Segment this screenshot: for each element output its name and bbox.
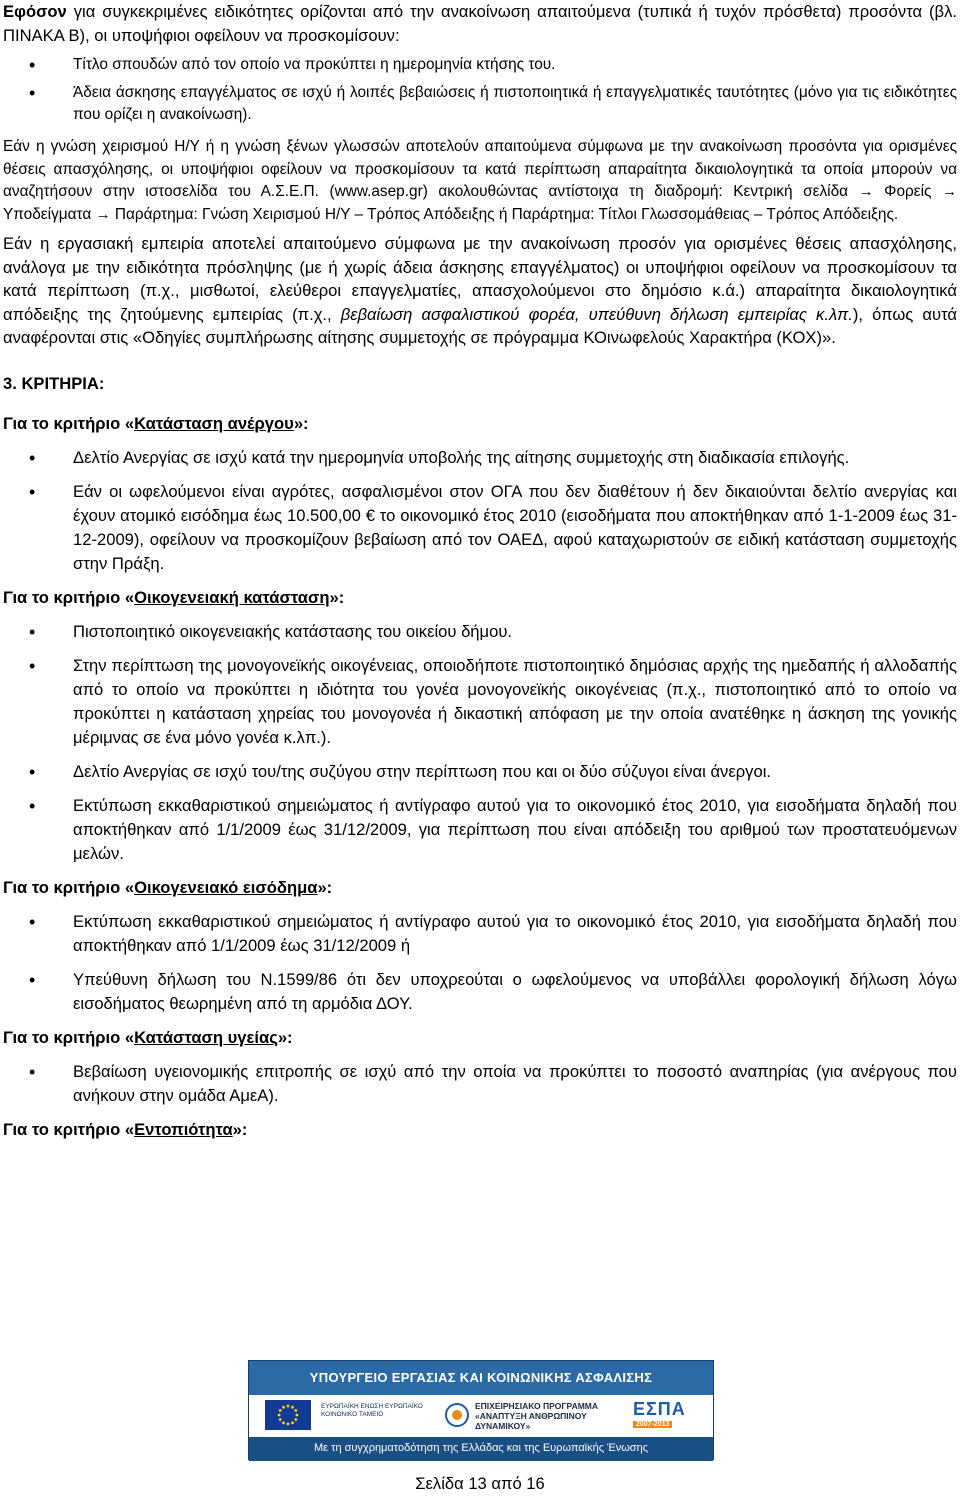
intro-text: για συγκεκριμένες ειδικότητες ορίζονται από την ανακοίνωση απαιτούμενα (τυπικά ή τυχόν πρόσθετα) προσόντα (βλ. ΠΙΝΑΚΑ Β), οι υποψήφιοι οφείλουν να προσκομίσουν:: [3, 2, 957, 45]
eu-label: ΕΥΡΩΠΑΪΚΗ ΕΝΩΣΗ ΕΥΡΩΠΑΪΚΟ ΚΟΙΝΩΝΙΚΟ ΤΑΜΕΙΟ: [321, 1403, 423, 1418]
espa-logo: ΕΣΠΑ 2007-2013: [633, 1399, 686, 1428]
arrow-right-icon: →: [858, 183, 874, 200]
list-item: • Εκτύπωση εκκαθαριστικού σημειώματος ή αντίγραφο αυτού για το οικονομικό έτος 2010, για εισοδήματα δηλαδή που αποκτήθηκαν από 1/1/2009 έως 31/12/2009 ή: [29, 911, 957, 955]
eu-flag-icon: [265, 1400, 311, 1430]
list-item: • Πιστοποιητικό οικογενειακής κατάστασης του οικείου δήμου.: [29, 621, 513, 642]
intro-paragraph: [3, 0, 957, 48]
list-item: • Άδεια άσκησης επαγγέλματος σε ισχύ ή λοιπές βεβαιώσεις ή πιστοποιητικά ή επαγγελματικές ταυτότητες (μόνο για τις ειδικότητες που ορίζει η ανακοίνωση).: [29, 83, 957, 123]
bullet-icon: •: [29, 55, 36, 75]
list-item: • Υπεύθυνη δήλωση του Ν.1599/86 ότι δεν υποχρεούται ο ωφελούμενος να υποβάλλει φορολογική δήλωση λόγω εισοδήματος θεωρημένη από τη αρμόδια ΔΟΥ.: [29, 969, 957, 1013]
arrow-right-icon: →: [942, 183, 958, 200]
bullet-icon: •: [29, 969, 36, 990]
bullet-icon: •: [29, 1061, 36, 1082]
bullet-icon: •: [29, 83, 36, 103]
bullet-icon: •: [29, 481, 36, 502]
list-item: • Εκτύπωση εκκαθαριστικού σημειώματος ή αντίγραφο αυτού για το οικονομικό έτος 2010, για εισοδήματα δηλαδή που αποκτήθηκαν από 1/1/2009 έως 31/12/2009, για περίπτωση που είναι απόδειξη του αριθμού των προστατευόμενων μελών.: [29, 795, 957, 863]
list-item: • Δελτίο Ανεργίας σε ισχύ κατά την ημερομηνία υποβολής της αίτησης συμμετοχής στη διαδικασία επιλογής.: [29, 447, 850, 468]
cofunding-text: Με τη συγχρηματοδότηση της Ελλάδας και της Ευρωπαϊκής Ένωσης: [249, 1437, 713, 1461]
section-title: 3. ΚΡΙΤΗΡΙΑ:: [3, 373, 105, 393]
criterion-list: [3, 1060, 957, 1108]
funding-banner: [248, 1360, 714, 1460]
logos-strip: [249, 1395, 713, 1437]
criterion-heading: Για το κριτήριο «Κατάσταση ανέργου»:: [3, 413, 309, 433]
criterion-list: [3, 446, 957, 576]
experience-paragraph: Εάν η εργασιακή εμπειρία αποτελεί απαιτούμενο σύμφωνα με την ανακοίνωση προσόν για ορισμένες θέσεις απασχόλησης, ανάλογα με την ειδικότητα πρόσληψης (με ή χωρίς άδεια άσκησης επαγγέλματος) οι υποψήφιοι οφείλουν να προσκομίσουν τα κατά περίπτωση (π.χ., μισθωτοί, ελεύθεροι επαγγελματίες, απασχολούμενοι στο δημόσιο κ.ά.) απαραίτητα δικαιολογητικά απόδειξης της ζητούμενης εμπειρίας (π.χ., βεβαίωση ασφαλιστικού φορέα, υπεύθυνη δήλωση εμπειρίας κ.λπ.), όπως αυτά αναφέρονται στις «Οδηγίες συμπλήρωσης αίτησης συμμετοχής σε πρόγραμμα ΚΟινωφελούς Χαρακτήρα (ΚΟΧ)».: [3, 234, 957, 347]
bullet-icon: •: [29, 911, 36, 932]
criterion-heading: Για το κριτήριο «Εντοπιότητα»:: [3, 1119, 248, 1139]
bullet-icon: •: [29, 761, 36, 782]
intro-bullet-list: [3, 54, 957, 126]
page-number: Σελίδα 13 από 16: [415, 1474, 545, 1493]
ministry-title: ΥΠΟΥΡΓΕΙΟ ΕΡΓΑΣΙΑΣ ΚΑΙ ΚΟΙΝΩΝΙΚΗΣ ΑΣΦΑΛΙΣΗΣ: [249, 1361, 713, 1395]
list-item: • Εάν οι ωφελούμενοι είναι αγρότες, ασφαλισμένοι στον ΟΓΑ που δεν διαθέτουν ή δεν δικαιούνται δελτίο ανεργίας και έχουν ατομικό εισόδημα έως 10.500,00 € το οικονομικό έτος 2010 (εισοδήματα που αποκτήθηκαν από 1-1-2009 έως 31-12-2009), οφείλουν να προσκομίζουν βεβαίωση από τον ΟΑΕΔ, αφού καταχωριστούν σε ειδική κατάσταση συμμετοχής στην Πράξη.: [29, 481, 957, 573]
bullet-icon: •: [29, 795, 36, 816]
arrow-right-icon: →: [95, 205, 111, 223]
bullet-icon: •: [29, 621, 36, 642]
criterion-heading: Για το κριτήριο «Κατάσταση υγείας»:: [3, 1027, 293, 1047]
bullet-icon: •: [29, 655, 36, 676]
list-item: • Βεβαίωση υγειονομικής επιτροπής σε ισχύ από την οποία να προκύπτει το ποσοστό αναπηρίας (για ανέργους που ανήκουν στην ομάδα ΑμεΑ).: [29, 1061, 957, 1105]
criterion-list: [3, 620, 957, 866]
list-item: • Δελτίο Ανεργίας σε ισχύ του/της συζύγου στην περίπτωση που και οι δύο σύζυγοι είναι άνεργοι.: [29, 761, 771, 782]
pc-paragraph: Εάν η γνώση χειρισμού Η/Υ ή η γνώση ξένων γλωσσών αποτελούν απαιτούμενα σύμφωνα με την ανακοίνωση προσόντα για ορισμένες θέσεις απασχόλησης, οι υποψήφιοι οφείλουν να προσκομίσουν τα κατά περίπτωση απαραίτητα δικαιολογητικά τα οποία μπορούν να αναζητήσουν στην ιστοσελίδα του Α.Σ.Ε.Π. (www.asep.gr) ακολουθώντας αντίστοιχα τη διαδρομή: Κεντρική σελίδα → Φορείς → Υποδείγματα → Παράρτημα: Γνώση Χειρισμού Η/Υ – Τρόπος Απόδειξης ή Παράρτημα: Τίτλοι Γλωσσομάθειας – Τρόπος Απόδειξης.: [3, 138, 958, 223]
criterion-heading: Για το κριτήριο «Οικογενειακή κατάσταση»:: [3, 587, 345, 607]
bullet-icon: •: [29, 447, 36, 468]
list-item: • Στην περίπτωση της μονογονεϊκής οικογένειας, οποιοδήποτε πιστοποιητικό δημόσιας αρχής της ημεδαπής ή αλλοδαπής από το οποίο να προκύπτει η ιδιότητα του γονέα μονογονεϊκής οικογένειας (π.χ., πιστοποιητικό από το οποίο να προκύπτει η κατάσταση χηρείας του μονογονέα ή δικαστική απόφαση με την οποία ανατέθηκε η άσκηση της γονικής μέριμνας σε ένα μόνο γονέα κ.λπ.).: [29, 655, 957, 747]
program-logo-icon: [445, 1403, 469, 1427]
list-item: • Τίτλο σπουδών από τον οποίο να προκύπτει η ημερομηνία κτήσης του.: [29, 55, 556, 75]
program-title: ΕΠΙΧΕΙΡΗΣΙΑΚΟ ΠΡΟΓΡΑΜΜΑ «ΑΝΑΠΤΥΞΗ ΑΝΘΡΩΠΙΝΟΥ ΔΥΝΑΜΙΚΟΥ»: [475, 1401, 599, 1431]
criterion-heading: Για το κριτήριο «Οικογενειακό εισόδημα»:: [3, 877, 333, 897]
intro-bold: Εφόσον: [3, 2, 67, 21]
criterion-list: [3, 910, 957, 1016]
